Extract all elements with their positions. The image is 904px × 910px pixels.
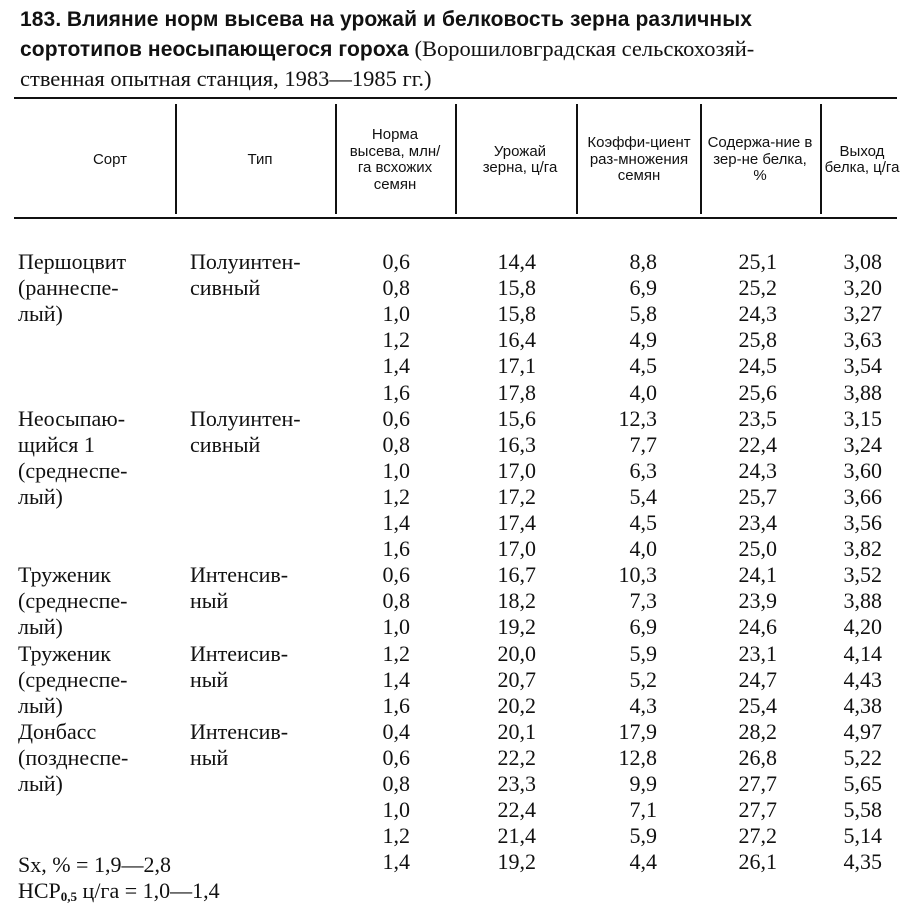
top-rule [14,97,897,99]
column-divider [700,104,702,214]
variety-type-line: Интенсив- [190,562,289,588]
yield-cell: 18,2 [497,588,536,614]
yield-cell: 17,8 [497,379,536,405]
caption-bold-line2: сортотипов неосыпающегося гороха [20,38,409,61]
coef-cell: 4,5 [629,510,657,535]
output-cell: 5,65 [843,771,882,796]
column-divider [455,104,457,214]
variety-name-line: (позднеспе- [18,744,129,770]
rate-cell: 1,0 [382,797,410,823]
footnote-hsr-prefix: НСР [18,878,61,903]
output-cell: 3,60 [843,457,882,483]
yield-cell: 17,4 [497,510,536,535]
footnote-hsr-suffix: ц/га = 1,0—1,4 [77,878,220,903]
yield-cell: 20,2 [497,692,536,718]
rate-cell: 0,8 [382,431,410,457]
header-sort: Сорт [92,150,128,168]
variety-type-line: ный [190,666,229,692]
header-yield: Урожай зерна, ц/га [482,142,558,176]
protein-cell: 25,1 [738,249,777,274]
output-cell: 3,88 [843,379,882,405]
coef-cell: 4,3 [629,692,657,718]
protein-cell: 23,5 [738,405,777,431]
coef-cell: 6,3 [629,457,657,483]
coef-cell: 7,7 [629,431,657,457]
coef-cell: 12,3 [618,405,657,431]
yield-cell: 20,1 [497,718,536,744]
variety-type-line: ный [190,588,229,614]
rate-cell: 0,8 [382,588,410,614]
rate-cell: 1,4 [382,849,410,875]
caption-normal-line2: (Ворошиловградская сельскохозяй- [414,36,755,61]
header-type: Тип [247,150,273,168]
yield-cell: 19,2 [497,849,536,875]
variety-type-line: Интеисив- [190,640,289,666]
header-protein: Содержа-ние в зер-не белка, % [707,134,813,185]
rate-cell: 0,8 [382,771,410,796]
protein-cell: 27,7 [738,771,777,796]
rate-cell: 1,2 [382,640,410,666]
output-cell: 3,08 [843,249,882,274]
footnote-hsr [18,878,220,910]
footnote-hsr-subscript: 0,5 [60,889,78,904]
protein-cell: 26,8 [738,744,777,770]
protein-cell: 24,7 [738,666,777,692]
coef-cell: 5,9 [629,823,657,849]
coef-cell: 5,8 [629,301,657,327]
rate-cell: 1,6 [382,692,410,718]
output-cell: 3,56 [843,510,882,535]
output-cell: 3,54 [843,353,882,379]
rate-cell: 1,2 [382,327,410,353]
output-cell: 4,35 [843,849,882,875]
protein-cell: 25,8 [738,327,777,353]
rate-cell: 0,6 [382,744,410,770]
variety-name-line: лый) [18,692,63,718]
protein-cell: 23,4 [738,510,777,535]
output-cell: 5,22 [843,744,882,770]
variety-type-line: ный [190,744,229,770]
output-cell: 3,82 [843,536,882,562]
coef-cell: 6,9 [629,275,657,301]
protein-cell: 22,4 [738,431,777,457]
rate-cell: 1,2 [382,823,410,849]
protein-cell: 25,6 [738,379,777,405]
protein-cell: 27,7 [738,797,777,823]
coef-cell: 4,0 [629,379,657,405]
protein-cell: 23,9 [738,588,777,614]
rate-cell: 1,4 [382,510,410,535]
variety-name-line: Донбасс [18,718,97,744]
caption-line3: ственная опытная станция, 1983—1985 гг.) [20,66,432,91]
protein-cell: 25,4 [738,692,777,718]
variety-name-line: (раннеспе- [18,275,119,301]
yield-cell: 19,2 [497,614,536,640]
variety-name-line: Труженик [18,562,111,588]
yield-cell: 15,8 [497,275,536,301]
variety-type-line: сивный [190,431,261,457]
coef-cell: 6,9 [629,614,657,640]
output-cell: 3,24 [843,431,882,457]
coef-cell: 7,1 [629,797,657,823]
rate-cell: 1,6 [382,536,410,562]
protein-cell: 25,0 [738,536,777,562]
variety-name-line: лый) [18,771,63,796]
output-cell: 3,66 [843,483,882,509]
rate-cell: 1,0 [382,301,410,327]
variety-type-line: Полуинтен- [190,405,301,431]
protein-cell: 24,6 [738,614,777,640]
coef-cell: 9,9 [629,771,657,796]
yield-cell: 15,6 [497,405,536,431]
output-cell: 3,63 [843,327,882,353]
variety-name-line: Труженик [18,640,111,666]
coef-cell: 5,2 [629,666,657,692]
coef-cell: 5,9 [629,640,657,666]
yield-cell: 20,7 [497,666,536,692]
protein-cell: 27,2 [738,823,777,849]
header-rate: Норма высева, млн/га всхожих семян [349,126,441,193]
output-cell: 4,14 [843,640,882,666]
output-cell: 3,52 [843,562,882,588]
rate-cell: 0,4 [382,718,410,744]
yield-cell: 22,2 [497,744,536,770]
yield-cell: 21,4 [497,823,536,849]
table-caption [20,4,896,93]
protein-cell: 25,7 [738,483,777,509]
yield-cell: 17,2 [497,483,536,509]
rate-cell: 0,6 [382,562,410,588]
protein-cell: 24,1 [738,562,777,588]
yield-cell: 17,1 [497,353,536,379]
variety-type-line: Полуинтен- [190,249,301,274]
coef-cell: 4,9 [629,327,657,353]
yield-cell: 15,8 [497,301,536,327]
column-divider [175,104,177,214]
yield-cell: 17,0 [497,536,536,562]
coef-cell: 5,4 [629,483,657,509]
yield-cell: 16,7 [497,562,536,588]
caption-bold-line1: Влияние норм высева на урожай и белковость зерна различных [66,8,753,31]
yield-cell: 17,0 [497,457,536,483]
header-coef: Коэффи-циент раз-множения семян [587,134,691,185]
variety-name-line: щийся 1 [18,431,95,457]
protein-cell: 24,5 [738,353,777,379]
output-cell: 5,14 [843,823,882,849]
rate-cell: 0,6 [382,249,410,274]
protein-cell: 23,1 [738,640,777,666]
output-cell: 4,20 [843,614,882,640]
rate-cell: 1,4 [382,666,410,692]
header-rule [14,217,897,219]
rate-cell: 0,8 [382,275,410,301]
variety-type-line: Интенсив- [190,718,289,744]
rate-cell: 1,4 [382,353,410,379]
yield-cell: 16,3 [497,431,536,457]
protein-cell: 26,1 [738,849,777,875]
rate-cell: 1,2 [382,483,410,509]
coef-cell: 8,8 [629,249,657,274]
coef-cell: 12,8 [618,744,657,770]
coef-cell: 4,5 [629,353,657,379]
output-cell: 3,27 [843,301,882,327]
coef-cell: 4,0 [629,536,657,562]
output-cell: 4,38 [843,692,882,718]
output-cell: 4,97 [843,718,882,744]
yield-cell: 23,3 [497,771,536,796]
protein-cell: 24,3 [738,457,777,483]
protein-cell: 24,3 [738,301,777,327]
yield-cell: 22,4 [497,797,536,823]
variety-name-line: Неосыпаю- [18,405,126,431]
variety-name-line: (среднеспе- [18,457,128,483]
variety-type-line: сивный [190,275,261,301]
protein-cell: 28,2 [738,718,777,744]
variety-name-line: Першоцвит [18,249,127,274]
output-cell: 4,43 [843,666,882,692]
coef-cell: 10,3 [618,562,657,588]
variety-name-line: (среднеспе- [18,666,128,692]
yield-cell: 20,0 [497,640,536,666]
yield-cell: 16,4 [497,327,536,353]
variety-name-line: (среднеспе- [18,588,128,614]
table-number: 183. [20,8,62,31]
variety-name-line: лый) [18,483,63,509]
variety-name-line: лый) [18,614,63,640]
rate-cell: 1,0 [382,457,410,483]
protein-cell: 25,2 [738,275,777,301]
coef-cell: 7,3 [629,588,657,614]
rate-cell: 1,6 [382,379,410,405]
rate-cell: 0,6 [382,405,410,431]
yield-cell: 14,4 [497,249,536,274]
output-cell: 5,58 [843,797,882,823]
coef-cell: 17,9 [618,718,657,744]
output-cell: 3,88 [843,588,882,614]
output-cell: 3,20 [843,275,882,301]
rate-cell: 1,0 [382,614,410,640]
column-divider [576,104,578,214]
output-cell: 3,15 [843,405,882,431]
column-divider [335,104,337,214]
footnote-sx: Sx, % = 1,9—2,8 [18,852,171,877]
variety-name-line: лый) [18,301,63,327]
coef-cell: 4,4 [629,849,657,875]
header-output: Выход белка, ц/га [824,142,900,176]
